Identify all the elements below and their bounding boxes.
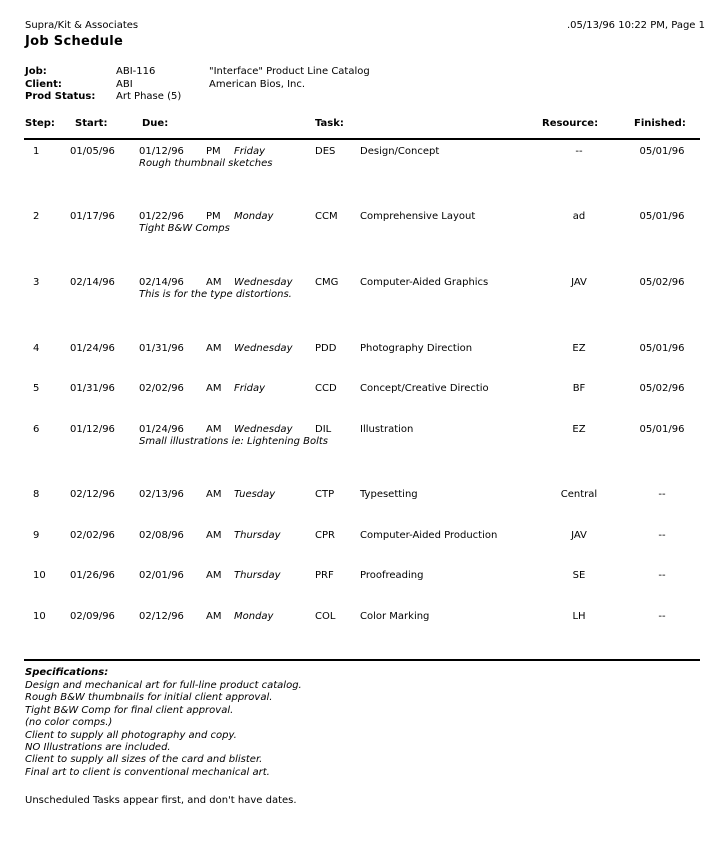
row-due-date: 02/08/96 bbox=[139, 530, 184, 541]
specification-line: Client to supply all photography and copy. bbox=[25, 729, 237, 741]
row-task-name: Color Marking bbox=[360, 611, 430, 622]
table-row bbox=[0, 530, 727, 550]
row-start-date: 01/24/96 bbox=[70, 343, 115, 354]
row-start-date: 02/12/96 bbox=[70, 489, 115, 500]
row-due-ampm: AM bbox=[206, 530, 222, 541]
client-code: ABI bbox=[116, 79, 133, 90]
table-row bbox=[0, 343, 727, 363]
row-start-date: 02/09/96 bbox=[70, 611, 115, 622]
row-finished-date: -- bbox=[658, 611, 666, 622]
row-task-code: DIL bbox=[315, 424, 332, 435]
table-row bbox=[0, 424, 727, 444]
row-task-code: CTP bbox=[315, 489, 335, 500]
specification-line: Tight B&W Comp for final client approval. bbox=[25, 704, 234, 716]
row-due-ampm: PM bbox=[206, 211, 221, 222]
row-due-day: Wednesday bbox=[234, 424, 293, 435]
row-finished-date: 05/02/96 bbox=[639, 383, 685, 394]
row-step: 6 bbox=[33, 424, 40, 435]
row-resource: SE bbox=[572, 570, 586, 581]
row-start-date: 02/02/96 bbox=[70, 530, 115, 541]
specification-line: Client to supply all sizes of the card and blister. bbox=[25, 754, 263, 766]
specs-divider bbox=[24, 659, 700, 661]
row-task-code: PRF bbox=[315, 570, 334, 581]
col-header-finished: Finished: bbox=[634, 118, 686, 129]
row-start-date: 01/26/96 bbox=[70, 570, 115, 581]
row-step: 5 bbox=[33, 383, 40, 394]
specification-line: Rough B&W thumbnails for initial client approval. bbox=[25, 692, 273, 704]
row-due-ampm: PM bbox=[206, 146, 221, 157]
row-due-day: Monday bbox=[234, 611, 274, 622]
row-step: 1 bbox=[33, 146, 40, 157]
row-note: This is for the type distortions. bbox=[139, 289, 292, 300]
row-resource: LH bbox=[572, 611, 586, 622]
col-header-task: Task: bbox=[315, 118, 344, 129]
row-due-day: Friday bbox=[234, 146, 266, 157]
row-task-code: DES bbox=[315, 146, 336, 157]
row-task-code: COL bbox=[315, 611, 336, 622]
col-header-resource: Resource: bbox=[542, 118, 599, 129]
row-task-name: Illustration bbox=[360, 424, 414, 435]
row-task-name: Proofreading bbox=[360, 570, 424, 581]
row-due-day: Thursday bbox=[234, 530, 281, 541]
row-finished-date: 05/01/96 bbox=[639, 424, 685, 435]
row-task-name: Typesetting bbox=[360, 489, 418, 500]
job-description: "Interface" Product Line Catalog bbox=[209, 66, 370, 77]
row-due-ampm: AM bbox=[206, 611, 222, 622]
row-finished-date: 05/01/96 bbox=[639, 211, 685, 222]
row-finished-date: -- bbox=[658, 570, 666, 581]
row-resource: ad bbox=[572, 211, 586, 222]
row-resource: JAV bbox=[571, 530, 587, 541]
client-label: Client: bbox=[25, 79, 62, 90]
print-timestamp: .05/13/96 10:22 PM, Page 1 bbox=[566, 20, 705, 31]
row-start-date: 01/12/96 bbox=[70, 424, 115, 435]
row-start-date: 01/31/96 bbox=[70, 383, 115, 394]
row-start-date: 01/05/96 bbox=[70, 146, 115, 157]
status-value: Art Phase (5) bbox=[116, 91, 182, 102]
client-name: American Bios, Inc. bbox=[209, 79, 306, 90]
row-task-code: CCD bbox=[315, 383, 337, 394]
company-name: Supra/Kit & Associates bbox=[25, 20, 139, 31]
row-due-date: 01/22/96 bbox=[139, 211, 184, 222]
row-step: 2 bbox=[33, 211, 40, 222]
row-start-date: 01/17/96 bbox=[70, 211, 115, 222]
col-header-due: Due: bbox=[142, 118, 169, 129]
row-finished-date: 05/02/96 bbox=[639, 277, 685, 288]
row-due-date: 02/01/96 bbox=[139, 570, 184, 581]
row-due-date: 01/24/96 bbox=[139, 424, 184, 435]
row-due-ampm: AM bbox=[206, 343, 222, 354]
row-step: 9 bbox=[33, 530, 40, 541]
row-step: 10 bbox=[33, 570, 46, 581]
row-due-date: 02/12/96 bbox=[139, 611, 184, 622]
table-row bbox=[0, 146, 727, 166]
row-finished-date: 05/01/96 bbox=[639, 146, 685, 157]
row-due-day: Friday bbox=[234, 383, 266, 394]
row-task-name: Concept/Creative Directio bbox=[360, 383, 489, 394]
header-divider bbox=[24, 138, 700, 140]
row-due-ampm: AM bbox=[206, 489, 222, 500]
table-row bbox=[0, 277, 727, 297]
row-task-code: CMG bbox=[315, 277, 339, 288]
row-due-day: Monday bbox=[234, 211, 274, 222]
status-label: Prod Status: bbox=[25, 91, 96, 102]
col-header-step: Step: bbox=[25, 118, 55, 129]
row-due-day: Wednesday bbox=[234, 277, 293, 288]
row-start-date: 02/14/96 bbox=[70, 277, 115, 288]
specifications-title: Specifications: bbox=[25, 667, 109, 678]
row-step: 3 bbox=[33, 277, 40, 288]
specification-line: Final art to client is conventional mechanical art. bbox=[25, 766, 270, 778]
job-label: Job: bbox=[25, 66, 47, 77]
row-finished-date: -- bbox=[658, 530, 666, 541]
row-step: 8 bbox=[33, 489, 40, 500]
row-task-code: CCM bbox=[315, 211, 338, 222]
specification-line: Design and mechanical art for full-line product catalog. bbox=[25, 680, 302, 691]
row-step: 4 bbox=[33, 343, 40, 354]
row-due-day: Tuesday bbox=[234, 489, 276, 500]
row-due-date: 02/02/96 bbox=[139, 383, 184, 394]
row-task-name: Computer-Aided Graphics bbox=[360, 277, 489, 288]
row-due-date: 01/31/96 bbox=[139, 343, 184, 354]
row-due-date: 02/14/96 bbox=[139, 277, 184, 288]
row-task-name: Design/Concept bbox=[360, 146, 440, 157]
job-code: ABI-116 bbox=[116, 66, 156, 77]
row-resource: EZ bbox=[572, 343, 586, 354]
footer-note: Unscheduled Tasks appear first, and don't have dates. bbox=[25, 795, 297, 806]
row-resource: -- bbox=[575, 146, 583, 157]
row-due-ampm: AM bbox=[206, 424, 222, 435]
row-note: Tight B&W Comps bbox=[139, 223, 230, 234]
row-due-ampm: AM bbox=[206, 277, 222, 288]
specification-line: NO Illustrations are included. bbox=[25, 742, 171, 753]
specification-line: (no color comps.) bbox=[25, 717, 113, 729]
page-title: Job Schedule bbox=[25, 34, 124, 49]
row-task-name: Photography Direction bbox=[360, 343, 473, 354]
row-due-ampm: AM bbox=[206, 570, 222, 581]
table-row bbox=[0, 611, 727, 631]
col-header-start: Start: bbox=[75, 118, 108, 129]
row-finished-date: -- bbox=[658, 489, 666, 500]
row-resource: BF bbox=[572, 383, 586, 394]
row-note: Small illustrations ie: Lightening Bolts bbox=[139, 436, 328, 447]
row-due-ampm: AM bbox=[206, 383, 222, 394]
row-task-name: Comprehensive Layout bbox=[360, 211, 476, 222]
row-task-code: CPR bbox=[315, 530, 335, 541]
row-due-day: Wednesday bbox=[234, 343, 293, 354]
row-step: 10 bbox=[33, 611, 46, 622]
row-note: Rough thumbnail sketches bbox=[139, 158, 273, 169]
row-resource: EZ bbox=[572, 424, 586, 435]
row-finished-date: 05/01/96 bbox=[639, 343, 685, 354]
row-resource: JAV bbox=[571, 277, 587, 288]
row-task-code: PDD bbox=[315, 343, 337, 354]
row-task-name: Computer-Aided Production bbox=[360, 530, 498, 541]
row-due-date: 02/13/96 bbox=[139, 489, 184, 500]
row-due-date: 01/12/96 bbox=[139, 146, 184, 157]
table-row bbox=[0, 211, 727, 231]
table-row bbox=[0, 383, 727, 403]
table-row bbox=[0, 570, 727, 590]
table-row bbox=[0, 489, 727, 509]
row-resource: Central bbox=[560, 489, 598, 500]
row-due-day: Thursday bbox=[234, 570, 281, 581]
